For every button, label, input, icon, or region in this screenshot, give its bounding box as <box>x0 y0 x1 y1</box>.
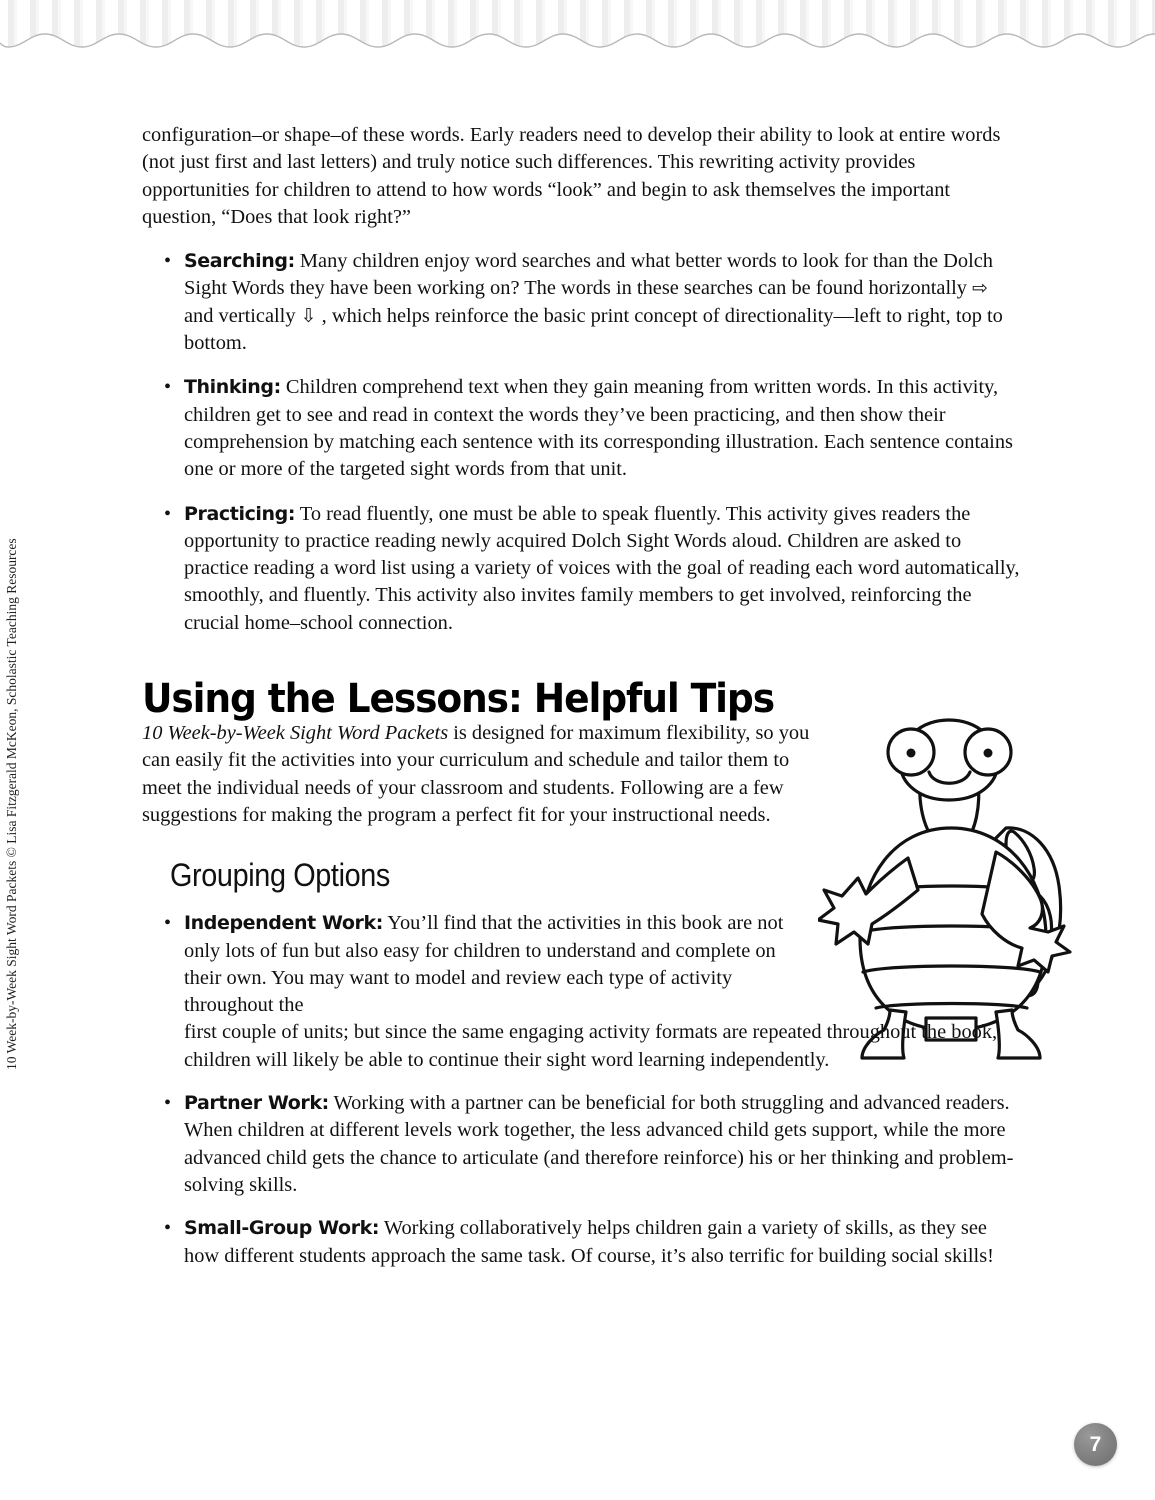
bullet-partner-work <box>142 1090 1022 1199</box>
bullet-text-partner-work: Working with a partner can be beneficial for both struggling and advanced readers. When children at different levels work together, the less advanced child gets support, while the more advanced child gets the chance to articulate (and therefore reinforce) his or her thinking and problem-solving skills. <box>184 1092 1014 1196</box>
bullet-practicing <box>142 501 1020 637</box>
bullet-text-practicing: To read fluently, one must be able to speak fluently. This activity gives readers the opportunity to practice reading newly acquired Dolch Sight Words aloud. Children are asked to practice reading a word list using a variety of voices with the goal of reading each word automatically, smoothly, and fluently. This activity also invites family members to get involved, reinforcing the crucial home–school connection. <box>184 502 1020 634</box>
book-title-italic: 10 Week-by-Week Sight Word Packets <box>142 722 449 745</box>
bullet-label-small-group-work: Small-Group Work: <box>184 1217 380 1240</box>
bullet-small-group-work <box>142 1215 1022 1270</box>
bullet-marker: • <box>164 1092 172 1115</box>
bullet-label-partner-work: Partner Work: <box>184 1092 329 1115</box>
down-arrow-icon: ⇩ <box>300 304 317 327</box>
bullet-marker: • <box>164 1217 172 1240</box>
bullet-independent-work <box>142 910 1020 1074</box>
bullet-marker: • <box>164 250 172 273</box>
vertical-copyright-credit <box>0 430 34 1070</box>
bullet-marker: • <box>164 502 172 525</box>
torn-page-top-edge <box>0 0 1155 58</box>
continued-paragraph: configuration–or shape–of these words. Early readers need to develop their ability to look at entire words (not just first and last letters) and truly notice such differences. This rewriting activity provides opportunities for children to attend to how words “look” and begin to ask themselves the important question, “Does that look right?” <box>142 124 1001 228</box>
bullet-text-independent-work-wide: first couple of units; but since the same engaging activity formats are repeated throughout the book, children will likely be able to continue their sight word learning independently. <box>184 1021 998 1071</box>
activity-bullet-list <box>142 248 1020 637</box>
page-number-badge: 7 <box>1074 1423 1117 1466</box>
lede-rest: is designed for maximum flexibility, so you can easily fit the activities into your curriculum and schedule and tailor them to meet the individual needs of your classroom and students. Following are a few suggestions for making the program a perfect fit for your instructional needs. <box>142 722 810 826</box>
bullet-text-thinking: Children comprehend text when they gain meaning from written words. In this activity, children get to see and read in context the words they’ve been practicing, and then show their comprehension by matching each sentence with its corresponding illustration. Each sentence contains one or more of the targeted sight words from that unit. <box>184 376 1013 481</box>
bullet-label-practicing: Practicing: <box>184 502 296 525</box>
bullet-text-searching-part2: and vertically <box>184 304 301 327</box>
section-heading: Using the Lessons: Helpful Tips <box>142 676 774 723</box>
bullet-text-independent-work-narrow: You’ll find that the activities in this book are not only lots of fun but also easy for children to understand and complete on their own. You may want to model and review each type of activity throughout the <box>184 912 784 1017</box>
main-content-column <box>142 122 1020 1270</box>
bullet-label-searching: Searching: <box>184 250 295 273</box>
torn-edge-graphic <box>0 0 1155 58</box>
bullet-text-searching-part1: Many children enjoy word searches and what better words to look for than the Dolch Sight Words they have been working on? The words in these searches can be found horizontally <box>184 250 993 300</box>
bullet-text-searching-part3: , which helps reinforce the basic print concept of directionality—left to right, top to bottom. <box>184 304 1003 355</box>
right-arrow-icon: ⇨ <box>972 277 989 300</box>
subsection-heading-grouping-options: Grouping Options <box>170 857 390 894</box>
lede-paragraph <box>142 720 818 829</box>
bullet-thinking <box>142 374 1020 483</box>
bullet-marker: • <box>164 912 172 935</box>
grouping-bullet-list <box>142 910 1020 1270</box>
bullet-text-small-group-work: Working collaboratively helps children gain a variety of skills, as they see how different students approach the same task. Of course, it’s also terrific for building social skills! <box>184 1217 994 1267</box>
bullet-label-independent-work: Independent Work: <box>184 912 383 935</box>
copyright-text: 10 Week-by-Week Sight Word Packets © Lisa Fitzgerald McKeon, Scholastic Teaching Resources <box>4 538 19 1070</box>
bullet-label-thinking: Thinking: <box>184 376 281 399</box>
bullet-searching <box>142 248 1020 357</box>
bullet-marker: • <box>164 376 172 399</box>
